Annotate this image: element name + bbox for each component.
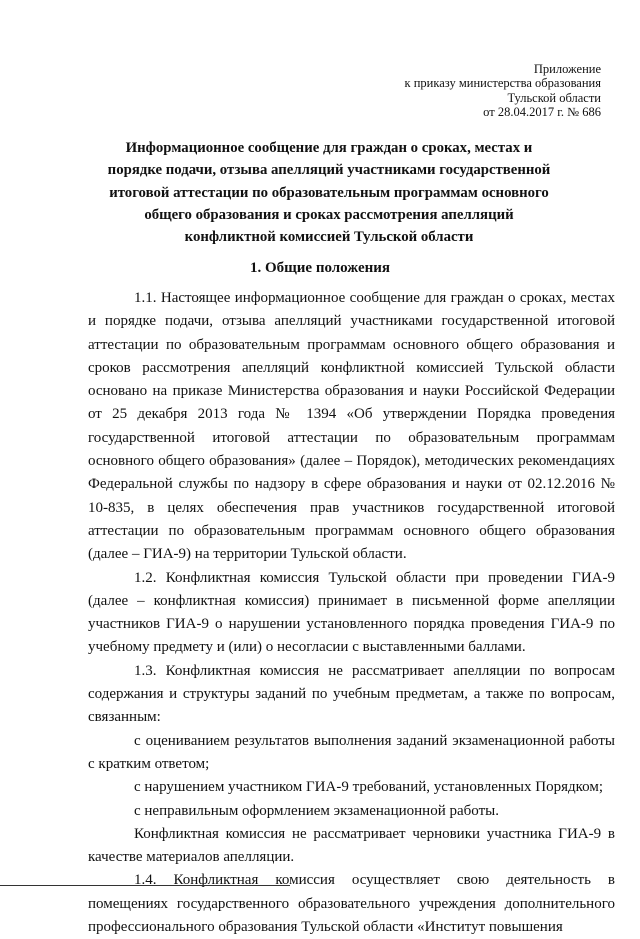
list-item: с нарушением участником ГИА-9 требований, установленных Порядком;	[134, 779, 603, 796]
paragraph-1-1: 1.1. Настоящее информационное сообщение для граждан о сроках, местах и порядке подачи, отзыва апелляций участниками государственной итоговой аттестации по образовательным программам основного общего образования и сроков рассмотрения апелляций конфликтной комиссией Тульской области основано на приказе Министерства образования и науки Российской Федерации от 25 декабря 2013 года № 1394 «Об утверждении Порядка проведения государственной итоговой аттестации по образовательным программам основного общего образования» (далее – Порядок), методических рекомендациях Федеральной службы по надзору в сфере образования и науки от 02.12.2016 № 10-835, в целях обеспечения прав участников государственной итоговой аттестации по образовательным программам основного общего образования (далее – ГИА-9) на территории Тульской области.	[88, 290, 615, 563]
attachment-header	[405, 62, 601, 119]
attachment-line: к приказу министерства образования	[404, 76, 601, 91]
paragraph-1-3: 1.3. Конфликтная комиссия не рассматривает апелляции по вопросам содержания и структуры заданий по учебным предметам, а также по вопросам, связанным:	[88, 662, 615, 726]
attachment-line: Приложение	[533, 62, 601, 76]
footer-divider	[0, 885, 290, 886]
paragraph-1-4: 1.4. Конфликтная комиссия осуществляет свою деятельность в помещениях государственного образовательного учреждения дополнительного профессионального образования Тульской области «Институт повышения	[88, 872, 615, 936]
list-item: с неправильным оформлением экзаменационной работы.	[134, 802, 499, 819]
document-title: Информационное сообщение для граждан о сроках, местах и порядке подачи, отзыва апелляций участниками государственной итоговой аттестации по образовательным программам основного общего образования и сроках рассмотрения апелляций конфликтной комиссией Тульской области	[107, 140, 551, 246]
list-item: с оцениванием результатов выполнения заданий экзаменационной работы с кратким ответом;	[88, 732, 615, 772]
paragraph-drafts-note: Конфликтная комиссия не рассматривает черновики участника ГИА-9 в качестве материалов апелляции.	[88, 825, 615, 866]
section-heading: 1. Общие положения	[249, 260, 391, 276]
document-body	[88, 287, 615, 939]
attachment-line: Тульской области	[507, 90, 601, 105]
attachment-line: от 28.04.2017 г. № 686	[483, 104, 601, 119]
paragraph-1-2: 1.2. Конфликтная комиссия Тульской области при проведении ГИА-9 (далее – конфликтная комиссия) принимает в письменной форме апелляции участников ГИА-9 о нарушении установленного порядка проведения ГИА-9 по учебному предмету и (или) о несогласии с выставленными баллами.	[88, 569, 615, 656]
